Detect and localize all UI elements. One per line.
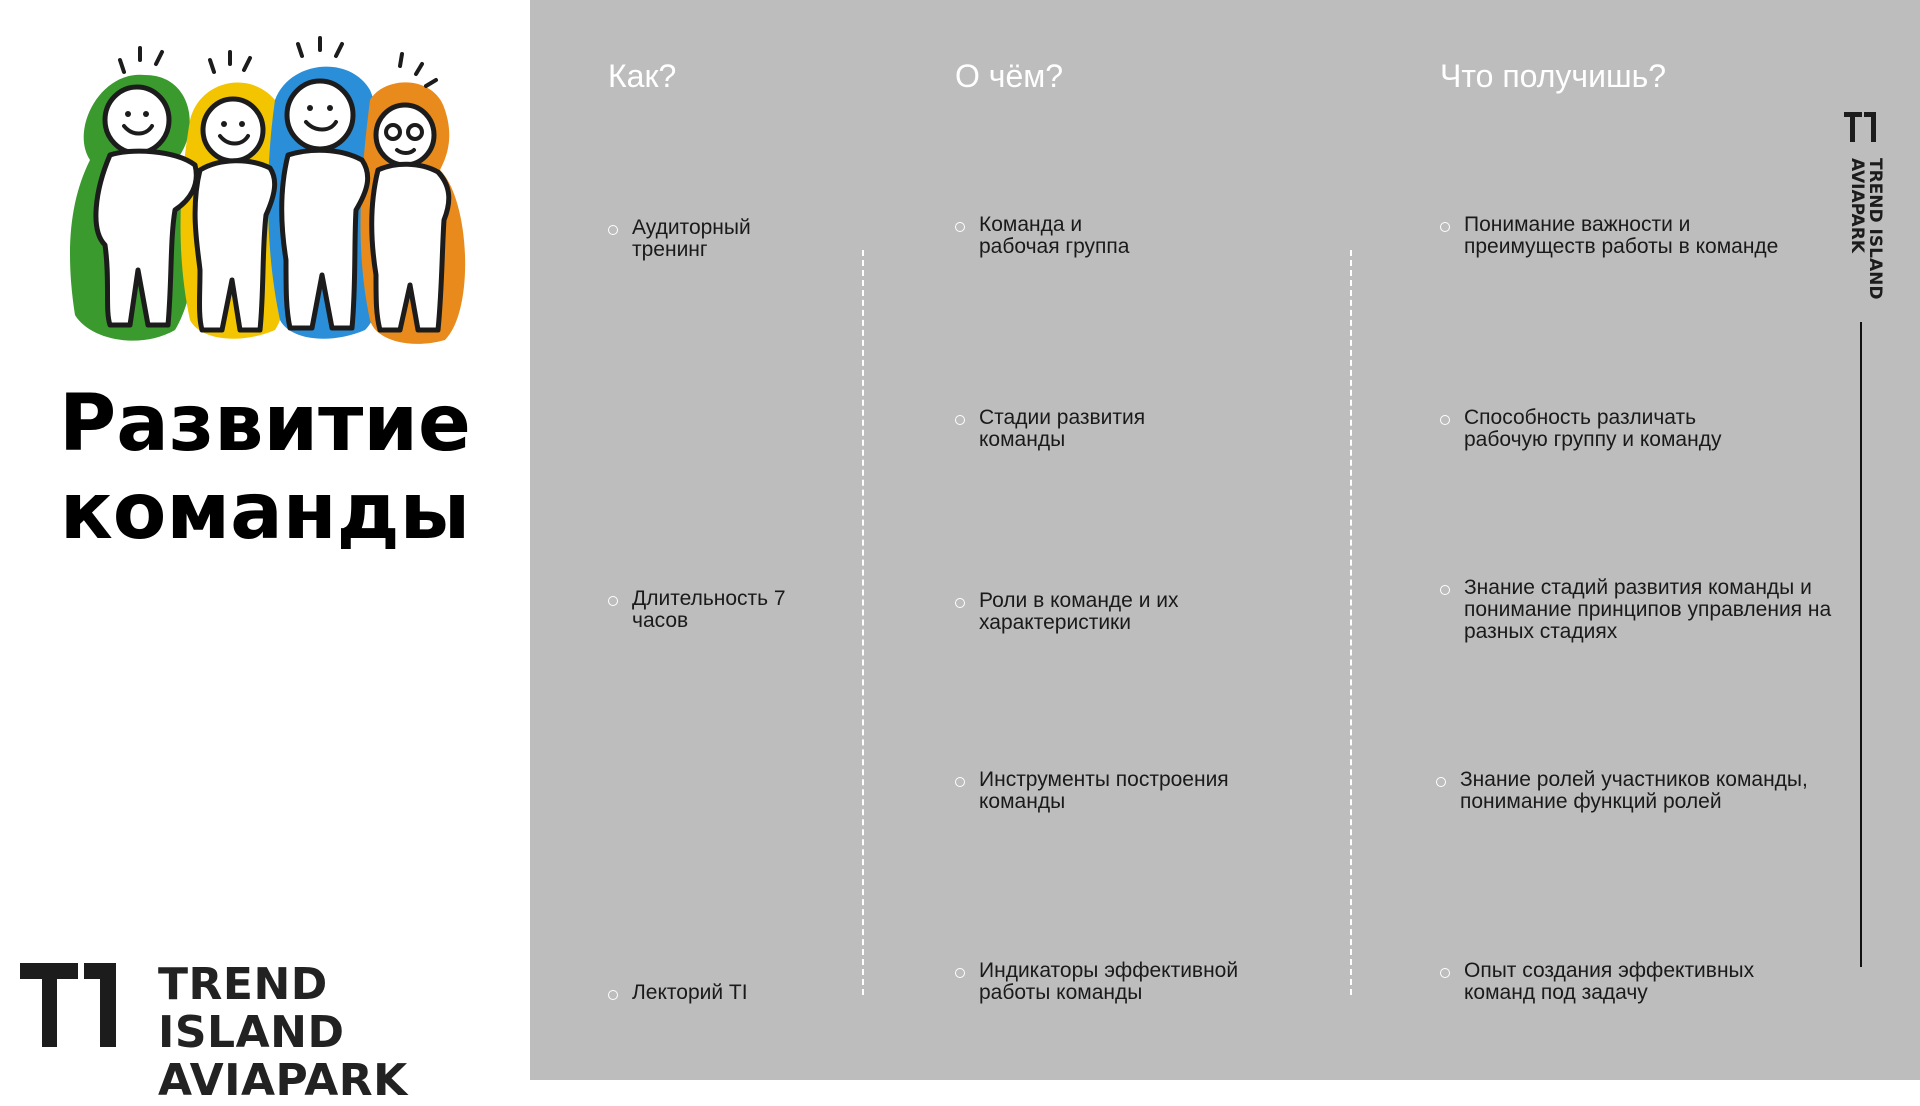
list-item: [1436, 769, 1808, 813]
list-item: [1440, 577, 1831, 643]
item-text: Команда и рабочая группа: [979, 213, 1130, 258]
bullet-icon: [608, 596, 618, 606]
list-item: [955, 769, 1229, 813]
bullet-icon: [1440, 968, 1450, 978]
bullet-icon: [955, 777, 965, 787]
item-text: Инструменты построения команды: [979, 768, 1229, 813]
item-text: Знание ролей участников команды, понимание функций ролей: [1460, 768, 1808, 813]
list-item: [1440, 960, 1754, 1004]
bullet-icon: [1436, 777, 1446, 787]
bullet-icon: [608, 225, 618, 235]
bullet-icon: [955, 222, 965, 232]
list-item: [955, 214, 1129, 258]
list-item: [1440, 407, 1721, 451]
brand-logo: [20, 955, 510, 1106]
ti-logo-icon: [1844, 112, 1876, 142]
brand-line-1: TREND ISLAND: [158, 959, 345, 1058]
column-heading-how: Как?: [608, 58, 677, 94]
page-title: Развитие команды: [59, 379, 471, 557]
vertical-brand-line-1: TREND ISLAND: [1865, 158, 1885, 300]
list-item: [608, 217, 751, 261]
column-heading-result: Что получишь?: [1440, 58, 1667, 94]
left-panel: [0, 0, 530, 1106]
item-text: Длительность 7 часов: [632, 587, 786, 632]
column-divider: [1350, 250, 1352, 995]
column-heading-about: О чём?: [955, 58, 1064, 94]
bullet-icon: [955, 598, 965, 608]
ti-logo-icon: [20, 963, 120, 1047]
item-text: Понимание важности и преимуществ работы в команде: [1464, 213, 1779, 258]
list-item: [1440, 214, 1778, 258]
vertical-brand-logo: [1836, 112, 1886, 302]
vertical-rule: [1860, 322, 1862, 967]
item-text: Опыт создания эффективных команд под задачу: [1464, 959, 1755, 1004]
item-text: Способность различать рабочую группу и команду: [1464, 406, 1722, 451]
item-text: Лекторий TI: [632, 981, 748, 1004]
item-text: Роли в команде и их характеристики: [979, 589, 1179, 634]
item-text: Стадии развития команды: [979, 406, 1146, 451]
list-item: [955, 960, 1238, 1004]
item-text: Знание стадий развития команды и понимание принципов управления на разных стадиях: [1464, 576, 1832, 643]
brand-line-2: AVIAPARK: [158, 1055, 408, 1106]
bullet-icon: [608, 990, 618, 1000]
item-text: Индикаторы эффективной работы команды: [979, 959, 1239, 1004]
bullet-icon: [955, 415, 965, 425]
bullet-icon: [1440, 415, 1450, 425]
list-item: [955, 407, 1145, 451]
bullet-icon: [1440, 222, 1450, 232]
bullet-icon: [955, 968, 965, 978]
item-text: Аудиторный тренинг: [632, 216, 751, 261]
column-divider: [862, 250, 864, 995]
vertical-brand-line-2: AVIAPARK: [1847, 158, 1867, 253]
list-item: [955, 590, 1179, 634]
bullet-icon: [1440, 585, 1450, 595]
list-item: [608, 982, 748, 1004]
brand-name: [158, 961, 510, 1105]
four-people-hugging-icon: [50, 30, 480, 350]
list-item: [608, 588, 786, 632]
